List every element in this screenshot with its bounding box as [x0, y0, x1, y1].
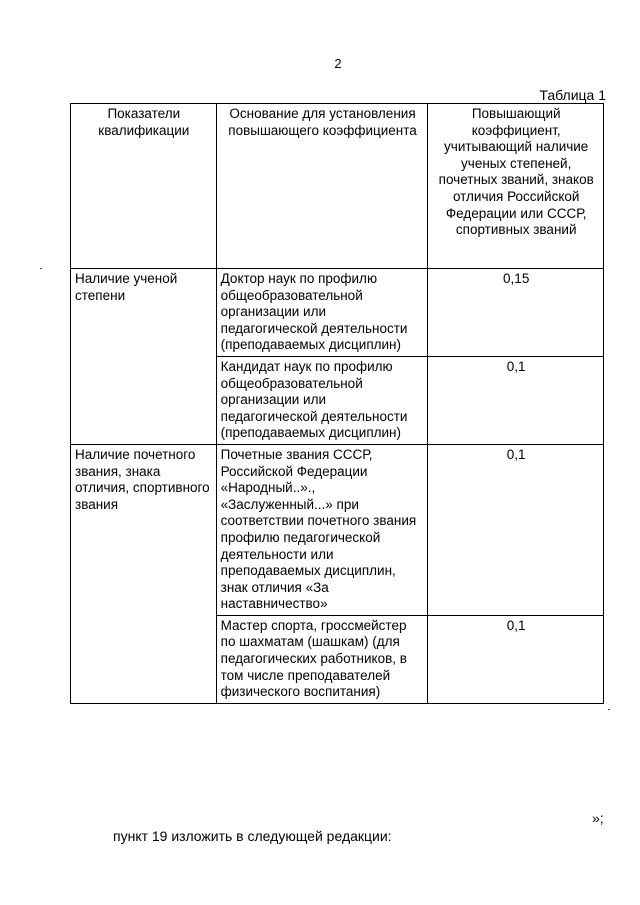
coefficient-cell: 0,1 — [428, 356, 604, 444]
table-header-row — [71, 104, 604, 269]
basis-cell: Доктор наук по профилю общеобразовательной организации или педагогической деятельности (преподаваемых дисциплин) — [216, 269, 428, 357]
header-coefficient: Повышающий коэффициент, учитывающий наличие ученых степеней, почетных званий, знаков отличия Российской Федерации или СССР, спортивных званий — [428, 104, 604, 269]
coefficient-cell: 0,15 — [428, 269, 604, 357]
table-row — [71, 444, 604, 615]
basis-cell: Мастер спорта, гроссмейстер по шахматам (шашкам) (для педагогических работников, в том числе преподавателей физического воспитания) — [216, 615, 428, 703]
amendment-paragraph: пункт 19 изложить в следующей редакции: — [113, 828, 392, 844]
indicator-cell-honorary-title: Наличие почетного звания, знака отличия, спортивного звания — [71, 444, 217, 703]
scan-speck — [608, 709, 610, 710]
coefficient-cell: 0,1 — [428, 615, 604, 703]
basis-cell: Кандидат наук по профилю общеобразовательной организации или педагогической деятельности (преподаваемых дисциплин) — [216, 356, 428, 444]
scan-speck — [40, 268, 42, 269]
coefficient-cell: 0,1 — [428, 444, 604, 615]
page-number: 2 — [334, 56, 342, 71]
table-row — [71, 269, 604, 357]
basis-cell: Почетные звания СССР, Российской Федерации «Народный..»., «Заслуженный...» при соответствии почетного звания профилю педагогической деятельности или преподаваемых дисциплин, знак отличия «За наставничество» — [216, 444, 428, 615]
table-caption: Таблица 1 — [539, 87, 606, 103]
header-basis: Основание для установления повышающего коэффициента — [216, 104, 428, 269]
coefficient-table — [70, 103, 604, 704]
indicator-cell-academic-degree: Наличие ученой степени — [71, 269, 217, 445]
closing-quote-mark: »; — [592, 810, 604, 826]
header-indicators: Показатели квалификации — [71, 104, 217, 269]
